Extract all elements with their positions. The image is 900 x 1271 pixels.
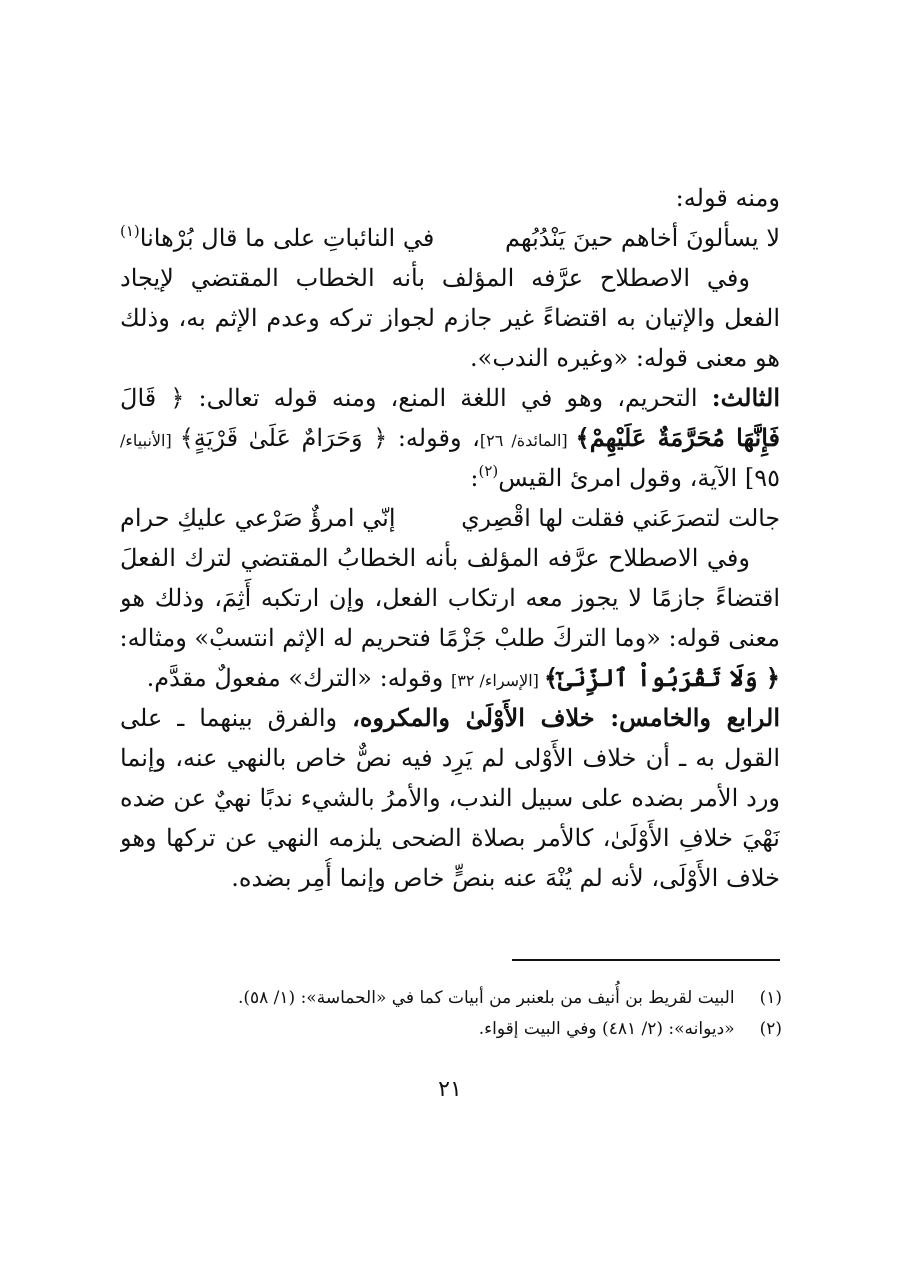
verse-2 [120,498,780,538]
line-text: خلاف الأَوْلَى، لأنه لم يُنْهَ عنه بنصٍّ خاص وإنما أُمِر بضده. [231,864,780,892]
text-line [120,258,780,298]
line-text: والفرق بينهما ـ على [120,704,353,732]
footnote-text: «ديوانه»: (٢/ ٤٨١) وفي البيت إقواء. [478,1019,735,1039]
text-line [120,658,780,701]
footnote-separator [512,959,780,961]
line-text: ورد الأمر بضده على سبيل الندب، والأمرُ بالشيء ندبًا نهيٌ عن ضده [120,784,780,812]
section-heading-fourth-fifth: الرابع والخامس: خلاف الأَوْلَىٰ والمكروه، [352,703,780,732]
quran-reference: [المائدة/ ٢٦] [479,431,576,450]
quran-reference: [الأنبياء/ [120,431,180,450]
line-text: ومنه قوله: [675,184,780,212]
line-text: : [470,464,479,492]
footnote-number: (١) [759,988,782,1008]
footnote-1 [120,984,782,1012]
text-line [120,178,780,218]
line-text: ٩٥] الآية، وقول امرئ القيس [498,464,780,492]
verse-1 [120,218,780,258]
verse-1-first-hemistich: لا يسألونَ أخاهم حينَ يَنْدُبُهم [505,224,780,252]
hemistich-text: في النائباتِ على ما قال بُرْهانا [139,224,435,252]
text-line [120,458,780,501]
line-text: وقوله: «الترك» مفعولٌ مقدَّم. [146,664,451,692]
verse-1-second-hemistich [120,218,434,261]
line-text: هو معنى قوله: «وغيره الندب». [470,344,780,372]
section-heading-third: الثالث: [711,383,780,412]
text-line [120,418,780,461]
main-text [120,178,780,938]
line-text: ، وقوله: ﴿ وَحَرَامٌ عَلَىٰ قَرْيَةٍ﴾ [179,424,480,452]
text-line [120,738,780,778]
line-text: معنى قوله: «وما التركَ طلبْ جَزْمًا فتحريم له الإثم انتسبْ» ومثاله: [120,624,780,652]
footnote-text: البيت لقريط بن أُنيف من بلعنبر من أبيات كما في «الحماسة»: (١/ ٥٨). [237,988,735,1008]
text-line [120,578,780,618]
text-line [120,538,780,578]
line-text: وفي الاصطلاح عرَّفه المؤلف بأنه الخطاب المقتضي لإيجاد [120,264,750,292]
line-text: الفعل والإتيان به اقتضاءً غير جازم لجواز تركه وعدم الإثم به، وذلك [120,304,780,332]
text-line [120,698,780,738]
line-text: اقتضاءً جازمًا لا يجوز معه ارتكاب الفعل، وإن ارتكبه أَثِمَ، وذلك هو [120,584,780,612]
quran-verse: فَإِنَّهَا مُحَرَّمَةٌ عَلَيْهِمْ﴾ [575,423,780,452]
text-line [120,618,780,658]
footnote-number: (٢) [759,1019,782,1039]
line-text: القول به ـ أن خلاف الأَوْلى لم يَرِد فيه نصٌّ خاص بالنهي عنه، وإنما [120,744,780,772]
text-line [120,858,780,898]
quran-verse: ﴿ وَلَا تَقْرَبُواْ ٱلزِّنَىٰٓ﴾ [543,663,780,692]
footnote-marker-2: (٢) [478,462,499,480]
footnote-marker-1: (١) [120,222,140,240]
text-line [120,378,780,418]
verse-2-second-hemistich: إنّي امرؤٌ صَرْعي عليكِ حرام [120,504,396,532]
text-line [120,338,780,378]
page-number: ٢١ [438,1077,462,1102]
text-line [120,778,780,818]
line-text: التحريم، وهو في اللغة المنع، ومنه قوله تعالى: ﴿ قَالَ [120,384,712,412]
quran-reference: [الإسراء/ ٣٢] [450,671,544,690]
text-line [120,298,780,338]
text-line [120,818,780,858]
footnote-2 [120,1015,782,1043]
line-text: وفي الاصطلاح عرَّفه المؤلف بأنه الخطابُ المقتضي لترك الفعلَ [120,544,750,572]
line-text: نَهْيَ خلافِ الأَوْلَىٰ، كالأمر بصلاة الضحى يلزمه النهي عن تركها وهو [120,824,780,852]
verse-2-first-hemistich: جالت لتصرَعَني فقلت لها اقْصِري [461,504,780,532]
